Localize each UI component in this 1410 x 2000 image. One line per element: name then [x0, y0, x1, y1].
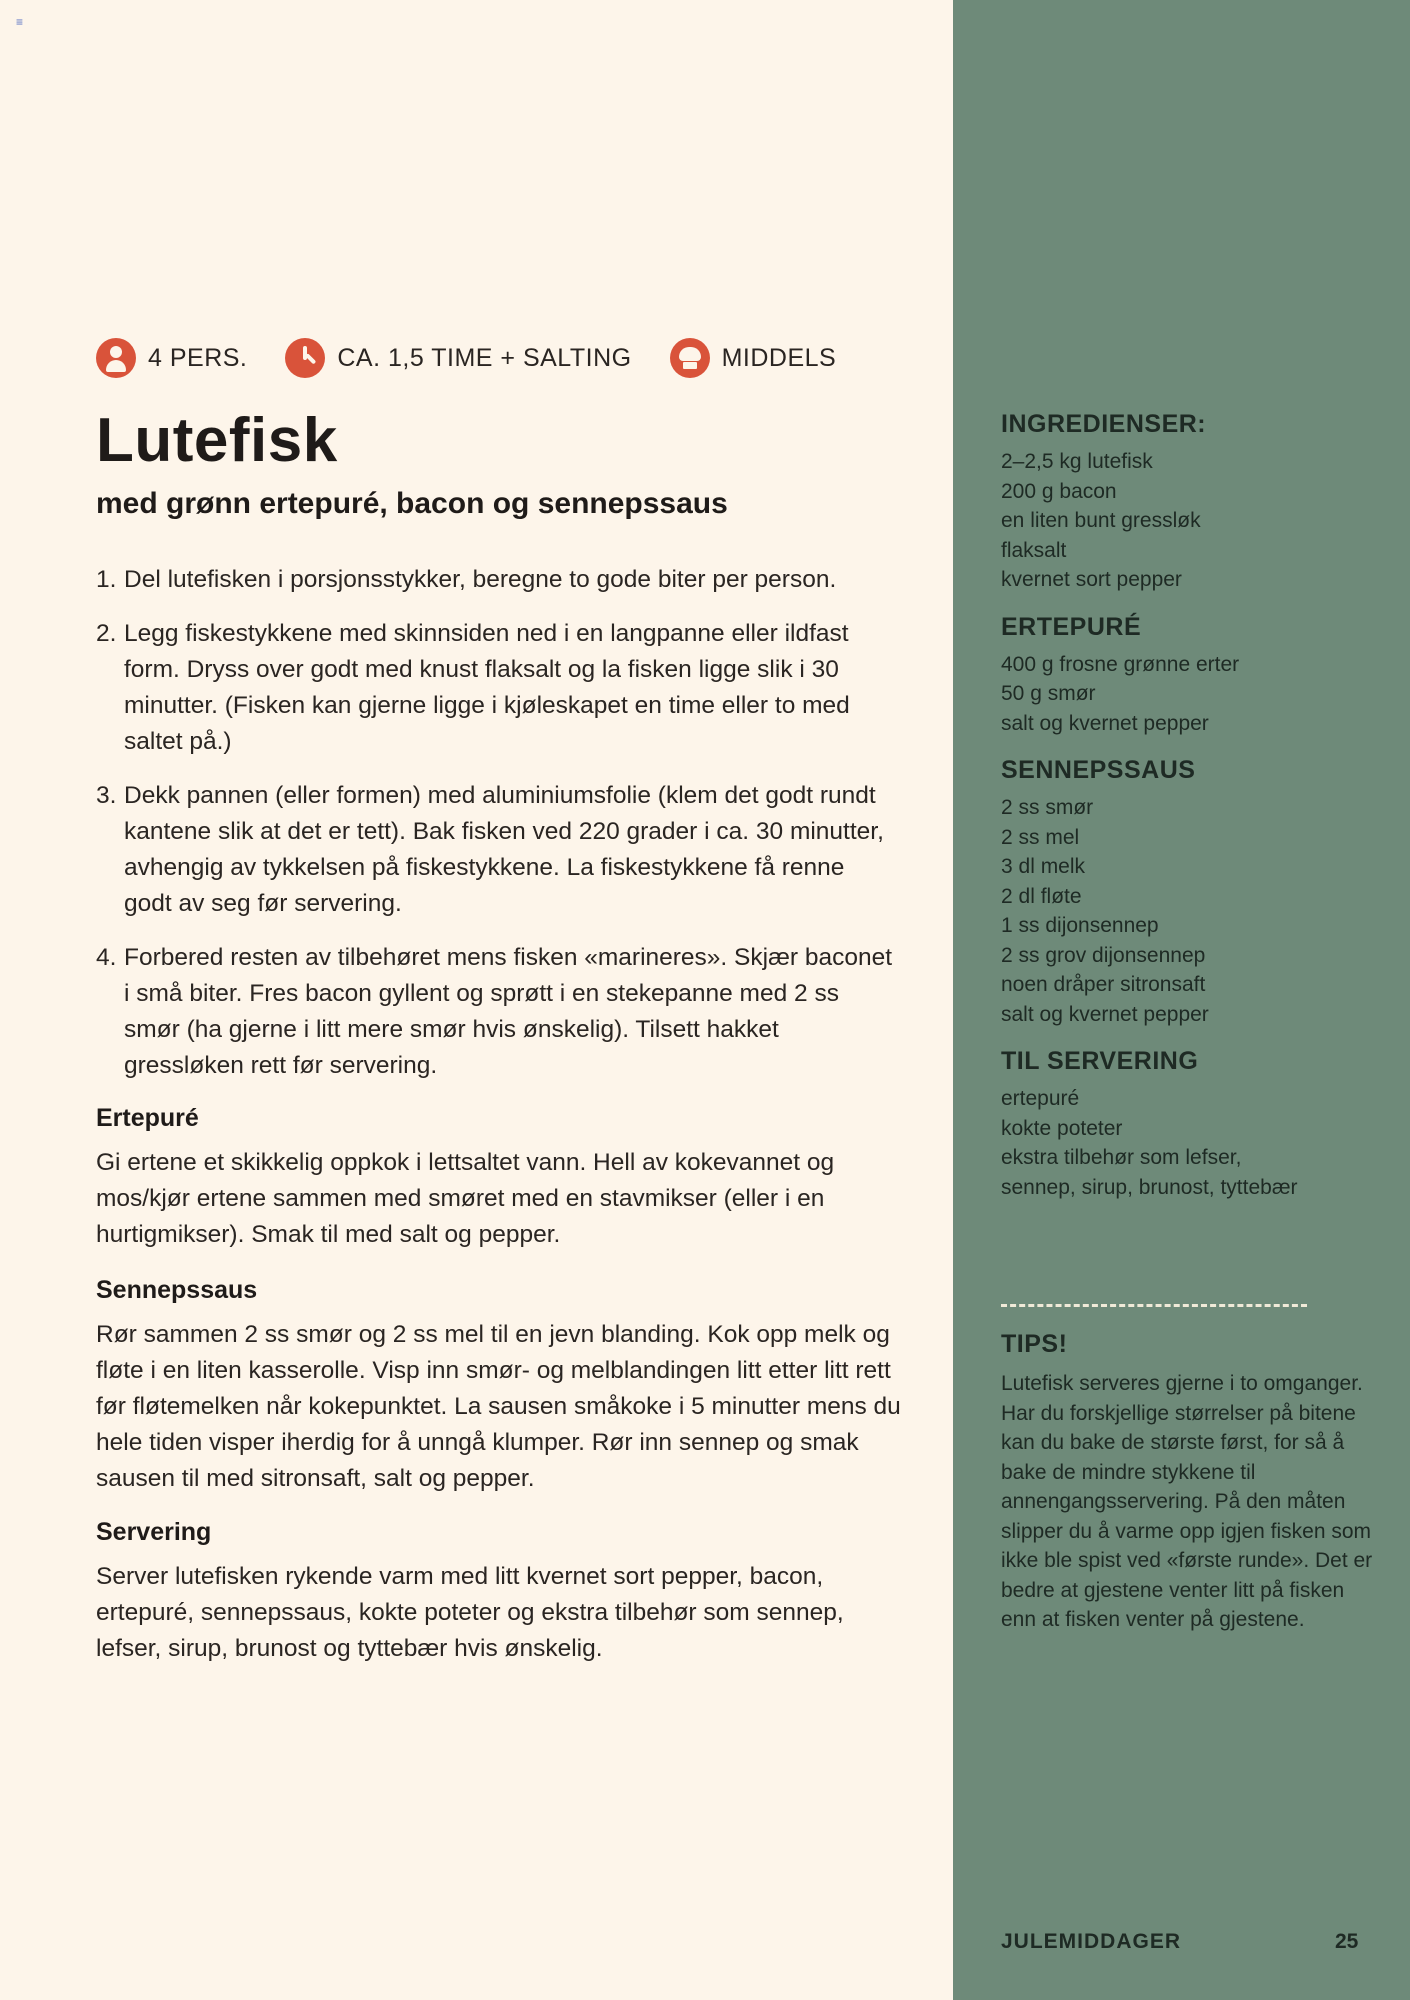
step-text: Del lutefisken i porsjonsstykker, beregne to gode biter per person. [124, 566, 837, 593]
ingredients-list [1001, 410, 1391, 1220]
ingredient-item: 2 dl fløte [1001, 884, 1082, 908]
meta-time [285, 338, 631, 378]
step-item [96, 616, 896, 760]
ingredient-item: 2 ss smør [1001, 796, 1094, 819]
ingredient-item: flaksalt [1001, 538, 1067, 562]
recipe-steps [96, 562, 896, 1102]
sennepssaus-heading: Sennepssaus [96, 1276, 258, 1304]
footer-section-label: JULEMIDDAGER [1001, 1930, 1182, 1953]
ingredient-item: 2 ss grov dijonsennep [1001, 943, 1206, 967]
ingredient-item: sennep, sirup, brunost, tyttebær [1001, 1175, 1298, 1199]
ingredient-item: kvernet sort pepper [1001, 568, 1182, 591]
ingredient-item: noen dråper sitronsaft [1001, 973, 1206, 996]
servering-heading: Servering [96, 1518, 212, 1546]
recipe-subtitle: med grønn ertepuré, bacon og sennepssaus [96, 487, 728, 520]
ingredient-item: 400 g frosne grønne erter [1001, 652, 1240, 676]
step-text: Legg fiskestykkene med skinnsiden ned i en langpanne eller ildfast form. Dryss over godt med knust flaksalt og la fisken ligge slik i 30 minutter. (Fisken kan gjerne ligge i kjøleskapet en time eller to med saltet på.) [124, 620, 850, 755]
step-item [96, 940, 896, 1084]
time-label: CA. 1,5 TIME + SALTING [337, 343, 632, 372]
step-item [96, 562, 896, 598]
ertepure-heading: Ertepuré [96, 1104, 199, 1132]
step-text: Forbered resten av tilbehøret mens fisken «marineres». Skjær baconet i små biter. Fres bacon gyllent og sprøtt i en stekepanne med 2 ss smør (ha gjerne i litt mere smør hvis ønskelig). Tilsett hakket gressløken rett før servering. [124, 944, 893, 1079]
ingredient-item: 2–2,5 kg lutefisk [1001, 450, 1153, 473]
ingredient-item: 200 g bacon [1001, 479, 1117, 503]
meta-difficulty [670, 338, 837, 378]
step-number: 2. [96, 620, 117, 647]
sennepssaus-ingredients-heading: SENNEPSSAUS [1001, 756, 1196, 784]
difficulty-label: MIDDELS [721, 343, 837, 372]
ingredient-item: ertepuré [1001, 1087, 1080, 1110]
ingredients-items [1001, 447, 1391, 595]
servering-section [96, 1518, 906, 1667]
servering-ingredients-items [1001, 1084, 1391, 1202]
step-number: 4. [96, 944, 117, 971]
step-item [96, 778, 896, 922]
ertepure-section [96, 1104, 906, 1253]
ingredient-item: salt og kvernet pepper [1001, 1002, 1209, 1026]
ingredient-item: kokte poteter [1001, 1116, 1123, 1140]
tips-heading: TIPS! [1001, 1330, 1068, 1358]
clock-icon [285, 338, 325, 378]
ingredient-item: 1 ss dijonsennep [1001, 914, 1159, 937]
persons-label: 4 PERS. [148, 343, 248, 372]
ingredient-item: en liten bunt gressløk [1001, 509, 1201, 532]
ertepure-ingredients-heading: ERTEPURÉ [1001, 612, 1142, 641]
ingredient-item: ekstra tilbehør som lefser, [1001, 1146, 1242, 1169]
menu-icon[interactable]: ≡ [16, 15, 24, 29]
chef-hat-icon [670, 338, 710, 378]
page-number: 25 [1335, 1930, 1359, 1953]
dashed-divider [1001, 1304, 1307, 1307]
ingredient-item: 2 ss mel [1001, 825, 1080, 849]
meta-persons [96, 338, 247, 378]
servering-ingredients-heading: TIL SERVERING [1001, 1047, 1199, 1075]
servering-text: Server lutefisken rykende varm med litt kvernet sort pepper, bacon, ertepuré, sennepssaus, kokte poteter og ekstra tilbehør som sennep, lefser, sirup, brunost og tyttebær hvis ønskelig. [96, 1563, 844, 1662]
sennepssaus-section [96, 1276, 906, 1497]
tips-box [1001, 1330, 1381, 1635]
step-number: 3. [96, 782, 117, 809]
ingredient-item: salt og kvernet pepper [1001, 711, 1209, 735]
ertepure-text: Gi ertene et skikkelig oppkok i lettsaltet vann. Hell av kokevannet og mos/kjør ertene sammen med smøret med en stavmikser (eller i en hurtigmikser). Smak til med salt og pepper. [96, 1149, 835, 1248]
ingredients-sidebar [953, 0, 1410, 2000]
recipe-title: Lutefisk [96, 406, 338, 475]
ingredient-item: 3 dl melk [1001, 855, 1086, 878]
recipe-meta [96, 338, 916, 378]
tips-text: Lutefisk serveres gjerne i to omganger. Har du forskjellige størrelser på bitene kan du bake de største først, for så å bake de mindre stykkene til annengangsservering. På den måten slipper du å varme opp igjen fisken som ikke ble spist ved «første runde». Det er bedre at gjestene venter litt på fisken enn at fisken venter på gjestene. [1001, 1372, 1373, 1631]
step-text: Dekk pannen (eller formen) med aluminiumsfolie (klem det godt rundt kantene slik at det er tett). Bak fisken ved 220 grader i ca. 30 minutter, avhengig av tykkelsen på fiskestykkene. La fiskestykkene få renne godt av seg før servering. [124, 782, 884, 917]
ertepure-ingredients-items [1001, 650, 1391, 739]
ingredients-heading: INGREDIENSER: [1001, 410, 1207, 438]
step-number: 1. [96, 566, 117, 593]
sennepssaus-ingredients-items [1001, 793, 1391, 1029]
ingredient-item: 50 g smør [1001, 682, 1096, 705]
person-icon [96, 338, 136, 378]
sennepssaus-text: Rør sammen 2 ss smør og 2 ss mel til en jevn blanding. Kok opp melk og fløte i en liten kasserolle. Visp inn smør- og melblandingen litt etter litt rett før fløtemelken når kokepunktet. La sausen småkoke i 5 minutter mens du hele tiden visper iherdig for å unngå klumper. Rør inn sennep og smak sausen til med sitronsaft, salt og pepper. [96, 1321, 901, 1492]
